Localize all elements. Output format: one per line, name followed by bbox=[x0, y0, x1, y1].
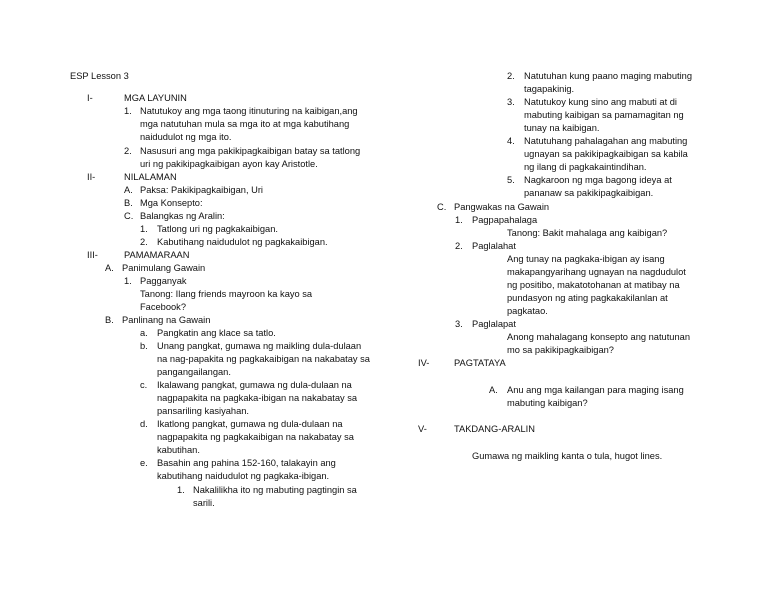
list-letter: A. bbox=[105, 263, 114, 273]
list-item-text: Natutuhan kung paano maging mabuting tagapakinig. bbox=[524, 71, 692, 94]
list-number: 2. bbox=[140, 237, 148, 247]
section-number: II- bbox=[87, 172, 96, 182]
list-number: 1. bbox=[124, 106, 132, 116]
list-item-text: Paglalahat bbox=[472, 241, 516, 251]
list-letter: e. bbox=[140, 458, 148, 468]
list-number: 3. bbox=[455, 319, 463, 329]
list-number: 1. bbox=[177, 485, 185, 495]
question-text: Tanong: Bakit mahalaga ang kaibigan? bbox=[507, 228, 668, 238]
section-number: IV- bbox=[418, 358, 430, 368]
list-item-text: Nasusuri ang mga pakikipagkaibigan batay sa tatlong uri ng pakikipagkaibigan ayon kay Aristotle. bbox=[140, 146, 361, 169]
section-heading: MGA LAYUNIN bbox=[124, 93, 187, 103]
list-number: 2. bbox=[124, 146, 132, 156]
list-item-text: Nagkaroon ng mga bagong ideya at pananaw sa pakikipagkaibigan. bbox=[524, 175, 672, 198]
list-letter: c. bbox=[140, 380, 148, 390]
list-number: 1. bbox=[140, 224, 148, 234]
list-item-text: Ikatlong pangkat, gumawa ng dula-dulaan na nagpapakita ng pagkakaibigan na nakabatay sa kabutihan. bbox=[157, 419, 354, 455]
list-number: 2. bbox=[455, 241, 463, 251]
application-text: Anong mahalagang konsepto ang natutunan mo sa pakikipagkaibigan? bbox=[507, 332, 690, 355]
list-number: 2. bbox=[507, 71, 515, 81]
list-item-text: Pagpapahalaga bbox=[472, 215, 538, 225]
section-heading: PAMAMARAAN bbox=[124, 250, 190, 260]
list-letter: b. bbox=[140, 341, 148, 351]
list-letter: a. bbox=[140, 328, 148, 338]
list-number: 3. bbox=[507, 97, 515, 107]
section-heading: NILALAMAN bbox=[124, 172, 177, 182]
list-item-text: Natutukoy kung sino ang mabuti at di mabuting kaibigan sa pamamagitan ng tunay na kaibigan. bbox=[524, 97, 684, 133]
list-item-text: Panimulang Gawain bbox=[122, 263, 206, 273]
list-letter: d. bbox=[140, 419, 148, 429]
list-item-text: Pagganyak bbox=[140, 276, 187, 286]
list-item-text: Kabutihang naidudulot ng pagkakaibigan. bbox=[157, 237, 328, 247]
list-letter: A. bbox=[124, 185, 133, 195]
list-item-text: Basahin ang pahina 152-160, talakayin ang kabutihang naidudulot ng pagkaka-ibigan. bbox=[157, 458, 336, 481]
list-number: 5. bbox=[507, 175, 515, 185]
list-item-text: Anu ang mga kailangan para maging isang mabuting kaibigan? bbox=[507, 385, 684, 408]
list-item-text: Panlinang na Gawain bbox=[122, 315, 211, 325]
list-number: 1. bbox=[124, 276, 132, 286]
list-letter: B. bbox=[124, 198, 133, 208]
section-number: III- bbox=[87, 250, 98, 260]
section-number: V- bbox=[418, 424, 427, 434]
list-letter: A. bbox=[489, 385, 498, 395]
list-item-text: Nakalilikha ito ng mabuting pagtingin sa sarili. bbox=[193, 485, 357, 508]
list-item-text: Natutuhang pahalagahan ang mabuting ugnayan sa pakikipagkaibigan sa kabila ng ilang di pagkakaintindihan. bbox=[524, 136, 688, 172]
list-letter: C. bbox=[124, 211, 134, 221]
list-letter: B. bbox=[105, 315, 114, 325]
list-item-text: Unang pangkat, gumawa ng maikling dula-dulaan na nag-papakita ng pagkakaibigan na nakabatay sa pangangailangan. bbox=[157, 341, 370, 377]
list-item-text: Ikalawang pangkat, gumawa ng dula-dulaan na nagpapakita na pagkaka-ibigan na nakabatay sa pansariling kasiyahan. bbox=[157, 380, 358, 416]
generalization-text: Ang tunay na pagkaka-ibigan ay isang makapangyarihang ugnayan na nagdudulot ng positibo, makatotohanan at matibay na pundasyon ng ating pagkakakilanlan at pagkatao. bbox=[507, 254, 686, 316]
list-number: 4. bbox=[507, 136, 515, 146]
section-heading: PAGTATAYA bbox=[454, 358, 506, 368]
list-item-text: Paksa: Pakikipagkaibigan, Uri bbox=[140, 185, 263, 195]
list-item-text: Tatlong uri ng pagkakaibigan. bbox=[157, 224, 278, 234]
assignment-text: Gumawa ng maikling kanta o tula, hugot lines. bbox=[472, 451, 663, 461]
list-item-text: Natutukoy ang mga taong itinuturing na kaibigan,ang mga natutuhan mula sa mga ito at mga kabutihang naidudulot ng mga ito. bbox=[140, 106, 358, 142]
section-heading: TAKDANG-ARALIN bbox=[454, 424, 535, 434]
list-letter: C. bbox=[437, 202, 447, 212]
list-item-text: Pangkatin ang klace sa tatlo. bbox=[157, 328, 276, 338]
list-item-text: Mga Konsepto: bbox=[140, 198, 203, 208]
list-item-text: Balangkas ng Aralin: bbox=[140, 211, 225, 221]
document-title: ESP Lesson 3 bbox=[70, 71, 129, 81]
list-item-text: Pangwakas na Gawain bbox=[454, 202, 550, 212]
list-number: 1. bbox=[455, 215, 463, 225]
section-number: I- bbox=[87, 93, 93, 103]
question-text: Tanong: Ilang friends mayroon ka kayo sa Facebook? bbox=[140, 289, 313, 312]
list-item-text: Paglalapat bbox=[472, 319, 516, 329]
